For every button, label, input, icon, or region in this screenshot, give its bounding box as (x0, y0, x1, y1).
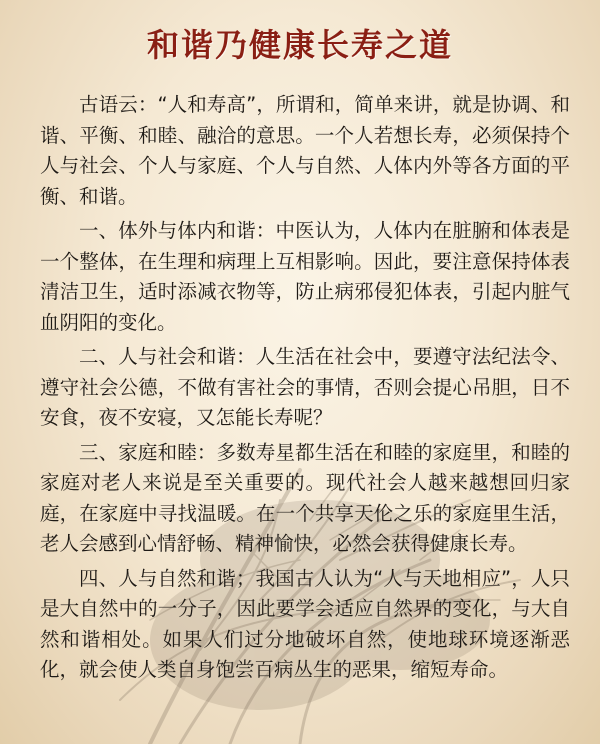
page-title: 和谐乃健康长寿之道 (146, 26, 453, 64)
article-body (40, 90, 570, 690)
paragraph-family-harmony: 三、家庭和睦：多数寿星都生活在和睦的家庭里，和睦的家庭对老人来说是至关重要的。现代社会人越来越想回归家庭，在家庭中寻找温暖。在一个共享天伦之乐的家庭里生活，老人会感到心情舒畅、精神愉快，必然会获得健康长寿。 (40, 440, 570, 555)
paragraph-nature-harmony: 四、人与自然和谐；我国古人认为“人与天地相应”，人只是大自然中的一分子，因此要学会适应自然界的变化，与大自然和谐相处。如果人们过分地破坏自然，使地球环境逐渐恶化，就会使人类自身饱尝百病丛生的恶果，缩短寿命。 (40, 566, 570, 681)
paragraph-body-harmony: 一、体外与体内和谐：中医认为，人体内在脏腑和体表是一个整体，在生理和病理上互相影响。因此，要注意保持体表清洁卫生，适时添减衣物等，防止病邪侵犯体表，引起内脏气血阴阳的变化。 (40, 219, 570, 334)
paragraph-intro: 古语云：“人和寿高”，所谓和，简单来讲，就是协调、和谐、平衡、和睦、融洽的意思。一个人若想长寿，必须保持个人与社会、个人与家庭、个人与自然、人体内外等各方面的平衡、和谐。 (40, 93, 570, 208)
paragraph-social-harmony: 二、人与社会和谐：人生活在社会中，要遵守法纪法令、遵守社会公德，不做有害社会的事情，否则会提心吊胆，日不安食，夜不安寝，又怎能长寿呢？ (40, 345, 570, 429)
